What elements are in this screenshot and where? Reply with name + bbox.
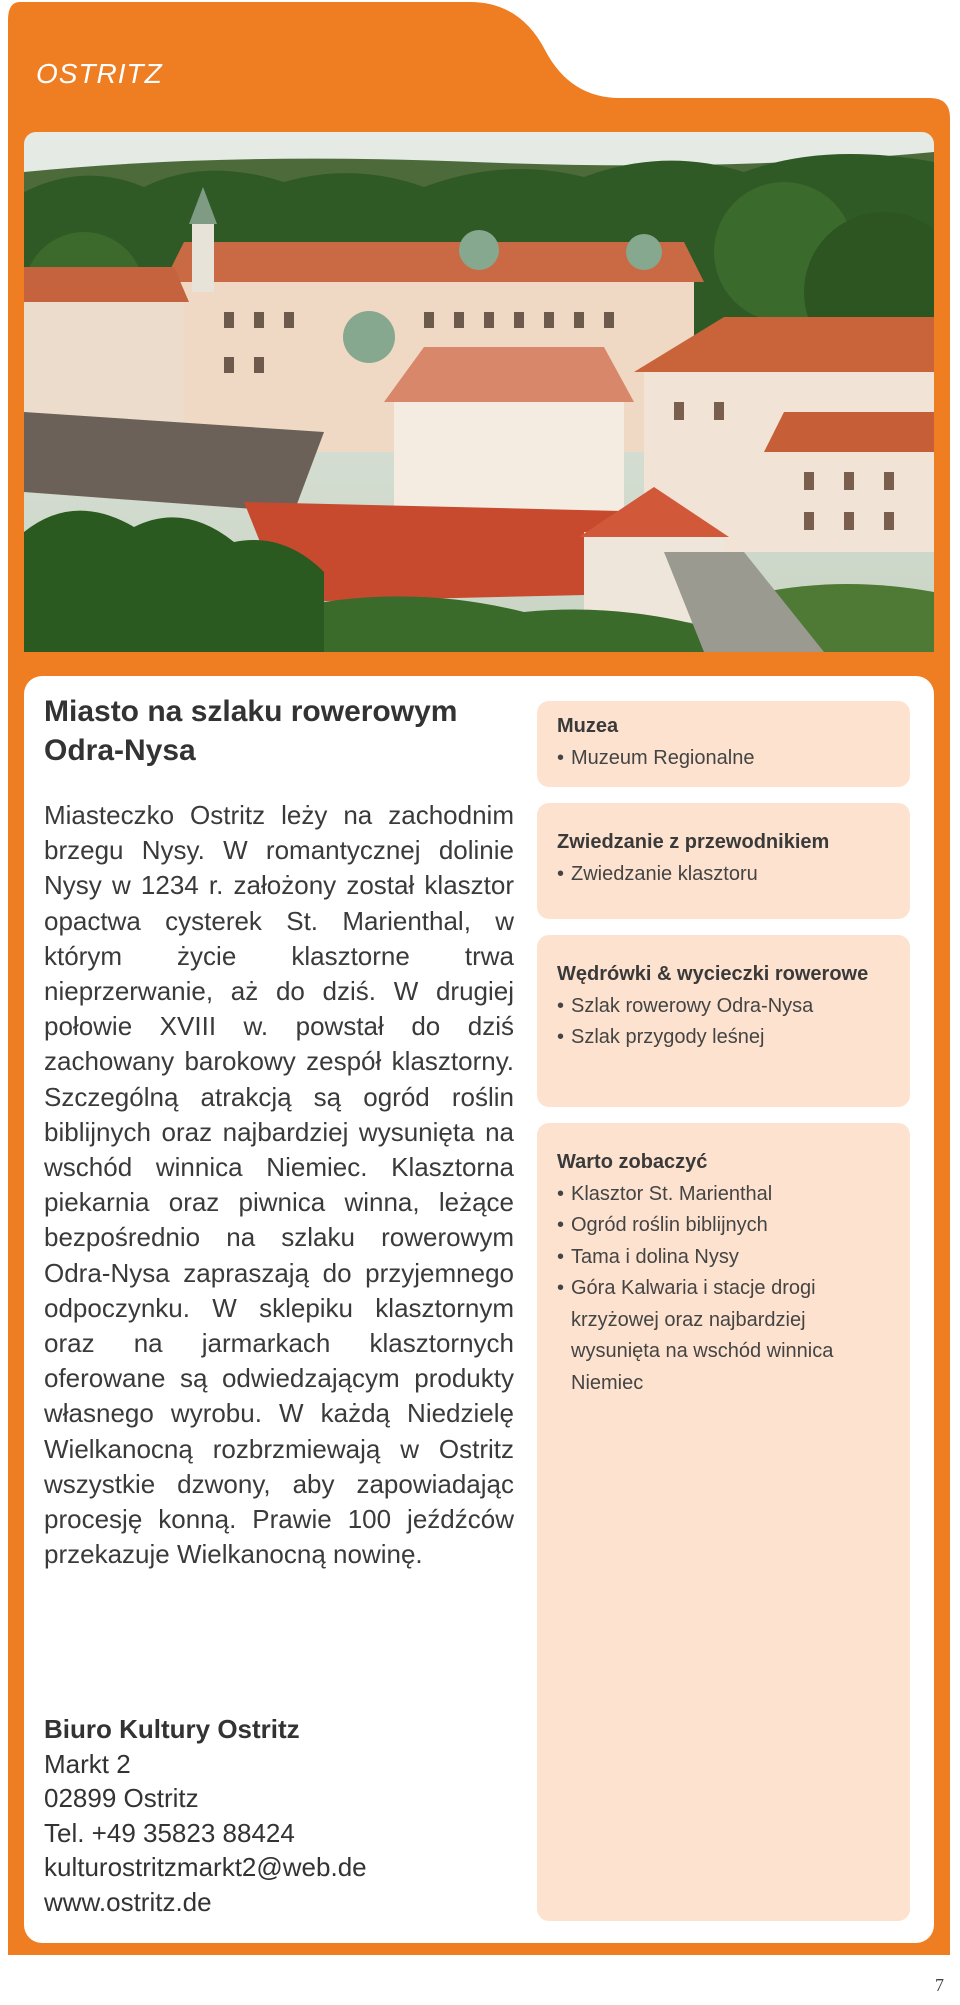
box-sights bbox=[537, 1123, 910, 1921]
town-title: OSTRITZ bbox=[36, 58, 163, 89]
box-museums-title: Muzea bbox=[557, 715, 619, 737]
box-guided-tours bbox=[537, 803, 910, 919]
list-item: • Szlak rowerowy Odra-Nysa bbox=[557, 991, 890, 1023]
box-guided-title: Zwiedzanie z przewodnikiem bbox=[557, 831, 830, 853]
list-item: • Góra Kalwaria i stacje drogi krzyżowej oraz najbardziej wysunięta na wschód winnica Niemiec bbox=[557, 1273, 890, 1399]
monastery-photo bbox=[24, 132, 934, 652]
contact-city: 02899 Ostritz bbox=[44, 1783, 199, 1813]
contact-street: Markt 2 bbox=[44, 1748, 131, 1779]
monastery-illustration bbox=[24, 132, 934, 652]
list-item: • Klasztor St. Marienthal bbox=[557, 1179, 890, 1211]
list-item: • Zwiedzanie klasztoru bbox=[557, 859, 890, 891]
page-number: 7 bbox=[935, 1975, 944, 1995]
main-article bbox=[44, 692, 514, 1572]
article-heading: Miasto na szlaku rowerowym Odra-Nysa bbox=[44, 695, 458, 767]
contact-email[interactable]: kulturostritzmarkt2@web.de bbox=[44, 1852, 367, 1882]
contact-org: Biuro Kultury Ostritz bbox=[44, 1714, 300, 1744]
box-hiking bbox=[537, 935, 910, 1107]
list-item: • Ogród roślin biblijnych bbox=[557, 1210, 890, 1242]
box-hiking-title: Wędrówki & wycieczki rowerowe bbox=[557, 963, 869, 985]
contact-phone: Tel. +49 35823 88424 bbox=[44, 1817, 295, 1848]
contact-website[interactable]: www.ostritz.de bbox=[44, 1886, 212, 1917]
list-item: • Szlak przygody leśnej bbox=[557, 1022, 890, 1054]
box-museums bbox=[537, 701, 910, 787]
list-item: • Tama i dolina Nysy bbox=[557, 1242, 890, 1274]
box-sights-title: Warto zobaczyć bbox=[557, 1151, 708, 1173]
list-item: • Muzeum Regionalne bbox=[557, 743, 890, 775]
contact-block bbox=[44, 1712, 367, 1919]
article-body: Miasteczko Ostritz leży na zachodnim brzegu Nysy. W romantycznej dolinie Nysy w 1234 r. założony został klasztor opactwa cysterek St. Marienthal, w którym życie klasztorne trwa nieprzerwanie, aż do dziś. W drugiej połowie XVIII w. powstał do dziś zachowany barokowy zespół klasztorny. Szczególną atrakcją są ogród roślin biblijnych oraz najbardziej wysunięta na wschód winnica Niemiec. Klasztorna piekarnia oraz piwnica winna, leżące bezpośrednio na szlaku rowerowym Odra-Nysa zapraszają do przyjemnego odpoczynku. W sklepiku klasztornym oraz na jarmarkach klasztornych oferowane są odwiedzającym produkty własnego wyrobu. W każdą Niedzielę Wielkanocną rozbrzmiewają w Ostritz wszystkie dzwony, aby zapowiadając procesję konną. Prawie 100 jeźdźców przekazuje Wielkanocną nowinę. bbox=[44, 800, 514, 1570]
